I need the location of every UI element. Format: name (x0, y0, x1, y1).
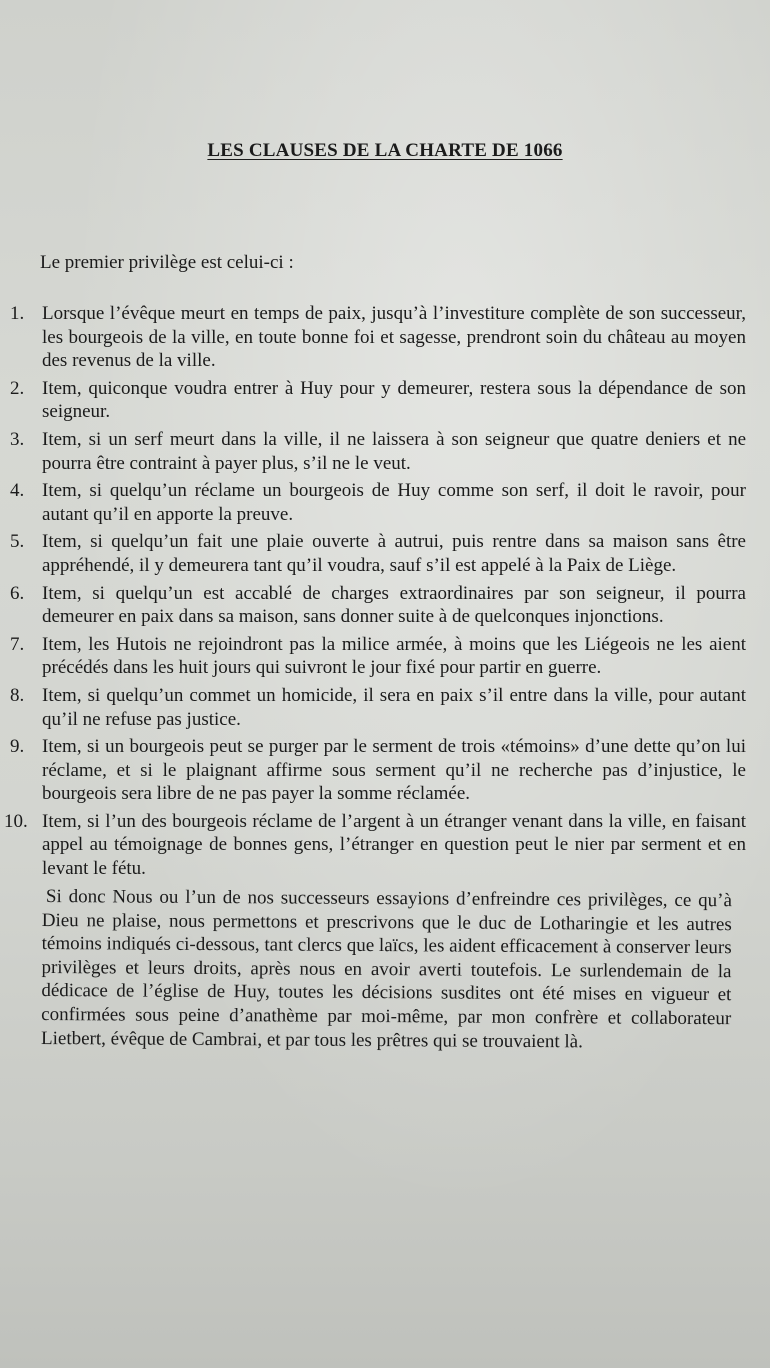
clause-number: 1. (10, 303, 25, 324)
clause-text: Item, si un serf meurt dans la ville, il ne laissera à son seigneur que quatre deniers et ne pourra être contraint à payer plus, s’il ne le veut. (42, 428, 746, 474)
clause-text: Item, si quelqu’un fait une plaie ouverte à autrui, puis rentre dans sa maison sans être appréhendé, il y demeurera tant qu’il voudra, sauf s’il est appelé à la Paix de Liège. (42, 531, 746, 576)
clause-text: Item, si un bourgeois peut se purger par le serment de trois «témoins» d’une dette qu’on lui réclame, et si le plaignant affirme sous serment qu’il ne recherche pas d’injustice, le bourgeois sera libre de ne pas payer la somme réclamée. (42, 736, 746, 805)
clause-text: Item, si quelqu’un réclame un bourgeois de Huy comme son serf, il doit le ravoir, pour autant qu’il en apporte la preuve. (42, 480, 746, 525)
clause-item (0, 735, 770, 806)
clause-item (0, 428, 770, 475)
clause-text: Item, les Hutois ne rejoindront pas la milice armée, à moins que les Liégeois ne les aient précédés dans les huit jours qui suivront le jour fixé pour partir en guerre. (42, 633, 746, 679)
clause-number: 2. (10, 377, 25, 399)
document-title: LES CLAUSES DE LA CHARTE DE 1066 (207, 140, 563, 161)
clause-item (0, 810, 770, 881)
clause-item (0, 582, 770, 629)
clause-text: Item, si quelqu’un commet un homicide, il sera en paix s’il entre dans la ville, pour autant qu’il ne refuse pas justice. (42, 684, 746, 730)
clause-item (0, 479, 770, 526)
clause-number: 6. (10, 582, 25, 604)
clause-number: 3. (10, 428, 25, 450)
clause-number: 5. (10, 531, 25, 553)
clause-item (0, 633, 770, 680)
clause-item (0, 684, 770, 731)
clause-number: 4. (10, 480, 25, 502)
clause-list (0, 302, 770, 885)
clause-text: Item, si l’un des bourgeois réclame de l’argent à un étranger venant dans la ville, en faisant appel au témoignage de bonnes gens, l’étranger en question peut le nier par serment et en levant le fétu. (42, 810, 746, 880)
clause-text: Item, quiconque voudra entrer à Huy pour y demeurer, restera sous la dépendance de son seigneur. (42, 377, 746, 423)
clause-item (0, 302, 770, 373)
clause-number: 7. (10, 633, 25, 655)
clause-item (0, 530, 770, 577)
clause-item (0, 377, 770, 424)
closing-paragraph: Si donc Nous ou l’un de nos successeurs essayions d’enfreindre ces privilèges, ce qu’à Dieu ne plaise, nous permettons et prescrivons que le duc de Lotharingie et les autres témoins indiqués ci-dessous, tant clercs que laïcs, les aident efficacement à conserver leurs privilèges et leurs droits, après nous en avoir averti toutefois. Le surlendemain de la dédicace de l’église de Huy, toutes les décisions susdites ont été mises en vigueur et confirmées sous peine d’anathème par moi-même, par mon confrère et collaborateur Lietbert, évêque de Cambrai, et par tous les prêtres qui se trouvaient là. (41, 886, 732, 1052)
clause-number: 9. (10, 736, 25, 758)
clause-text: Item, si quelqu’un est accablé de charges extraordinaires par son seigneur, il pourra demeurer en paix dans sa maison, sans donner suite à de quelconques injonctions. (42, 582, 746, 628)
clause-text: Lorsque l’évêque meurt en temps de paix, jusqu’à l’investiture complète de son successeur, les bourgeois de la ville, en toute bonne foi et sagesse, prendront soin du château au moyen des revenus de la ville. (42, 303, 746, 372)
clause-number: 10. (4, 810, 28, 832)
intro-text: Le premier privilège est celui-ci : (40, 252, 294, 273)
clause-number: 8. (10, 684, 25, 706)
